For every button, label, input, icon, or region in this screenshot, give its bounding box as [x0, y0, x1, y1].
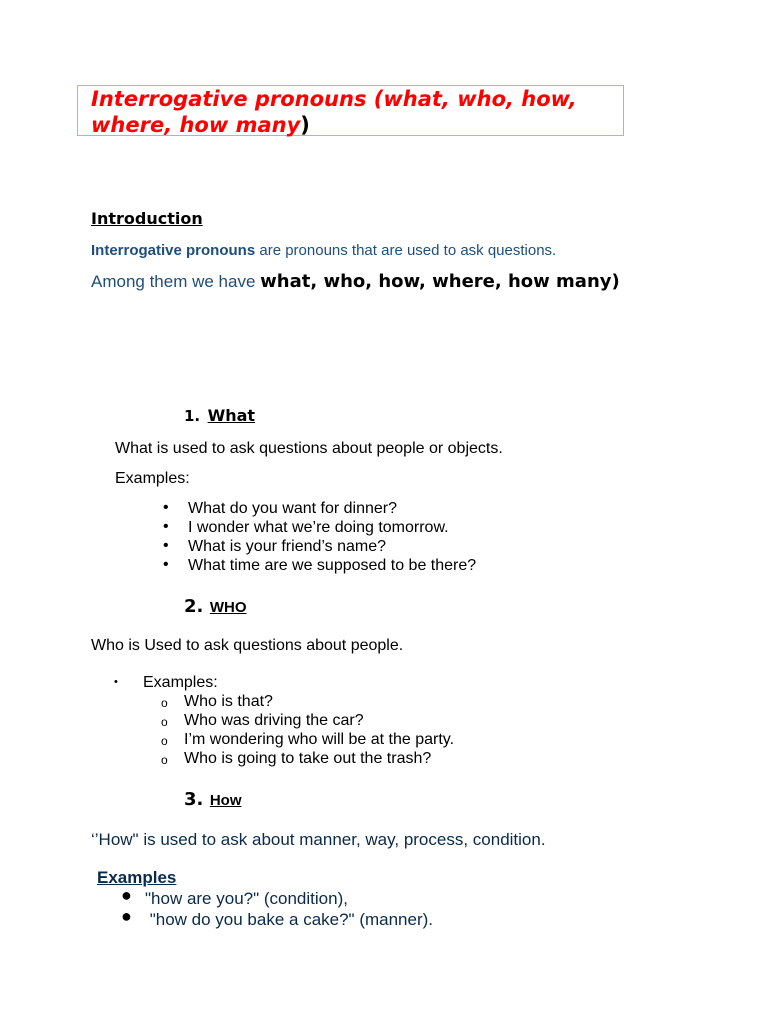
- bullet-icon: •: [163, 537, 169, 554]
- circle-bullet-icon: o: [161, 715, 168, 729]
- bullet-icon: •: [163, 556, 169, 573]
- bullet-icon: ●: [121, 906, 132, 926]
- list-item: What is your friend’s name?: [188, 538, 387, 555]
- list-item: I’m wondering who will be at the party.: [184, 731, 455, 748]
- list-item: What do you want for dinner?: [188, 500, 398, 517]
- list-item: "how do you bake a cake?" (manner).: [145, 910, 434, 929]
- title-close-paren: ): [300, 113, 310, 137]
- section-heading-who: [184, 596, 247, 617]
- bullet-icon: ●: [121, 885, 132, 905]
- section-description: ‘’How" is used to ask about manner, way, process, condition.: [91, 830, 546, 849]
- intro-term: Interrogative pronouns: [91, 242, 256, 259]
- intro-definition-rest: are pronouns that are used to ask questions.: [255, 242, 557, 259]
- list-item: Who is going to take out the trash?: [184, 750, 432, 767]
- section-number: 1.: [184, 407, 201, 425]
- bullet-icon: •: [114, 676, 118, 688]
- section-title: How: [209, 792, 242, 809]
- section-description: Who is Used to ask questions about people.: [91, 637, 404, 654]
- bullet-icon: •: [163, 499, 169, 516]
- section-heading-how: [184, 789, 242, 810]
- list-item: Who was driving the car?: [184, 712, 364, 729]
- bullet-icon: •: [163, 518, 169, 535]
- list-item: I wonder what we’re doing tomorrow.: [188, 519, 449, 536]
- section-heading-what: [184, 406, 255, 426]
- title-main: Interrogative pronouns (what, who, how, where, how many: [91, 87, 577, 137]
- section-title: WHO: [209, 599, 247, 616]
- circle-bullet-icon: o: [161, 753, 168, 767]
- examples-label: Examples:: [143, 674, 218, 691]
- section-number: 2.: [184, 596, 204, 617]
- section-description: What is used to ask questions about people or objects.: [115, 440, 503, 457]
- intro-list-prefix: Among them we have: [91, 272, 261, 291]
- intro-list-items: what, who, how, where, how many): [260, 271, 620, 292]
- list-item: What time are we supposed to be there?: [188, 557, 477, 574]
- introduction-heading: Introduction: [91, 209, 203, 228]
- list-item: Who is that?: [184, 693, 273, 710]
- circle-bullet-icon: o: [161, 696, 168, 710]
- list-item: "how are you?" (condition),: [145, 889, 348, 908]
- section-title: What: [207, 406, 256, 425]
- examples-label: Examples:: [115, 470, 190, 487]
- page-title: [91, 86, 636, 138]
- circle-bullet-icon: o: [161, 734, 168, 748]
- intro-list: [91, 270, 631, 293]
- section-number: 3.: [184, 789, 204, 810]
- intro-definition: [91, 242, 556, 259]
- examples-label: Examples: [97, 868, 177, 887]
